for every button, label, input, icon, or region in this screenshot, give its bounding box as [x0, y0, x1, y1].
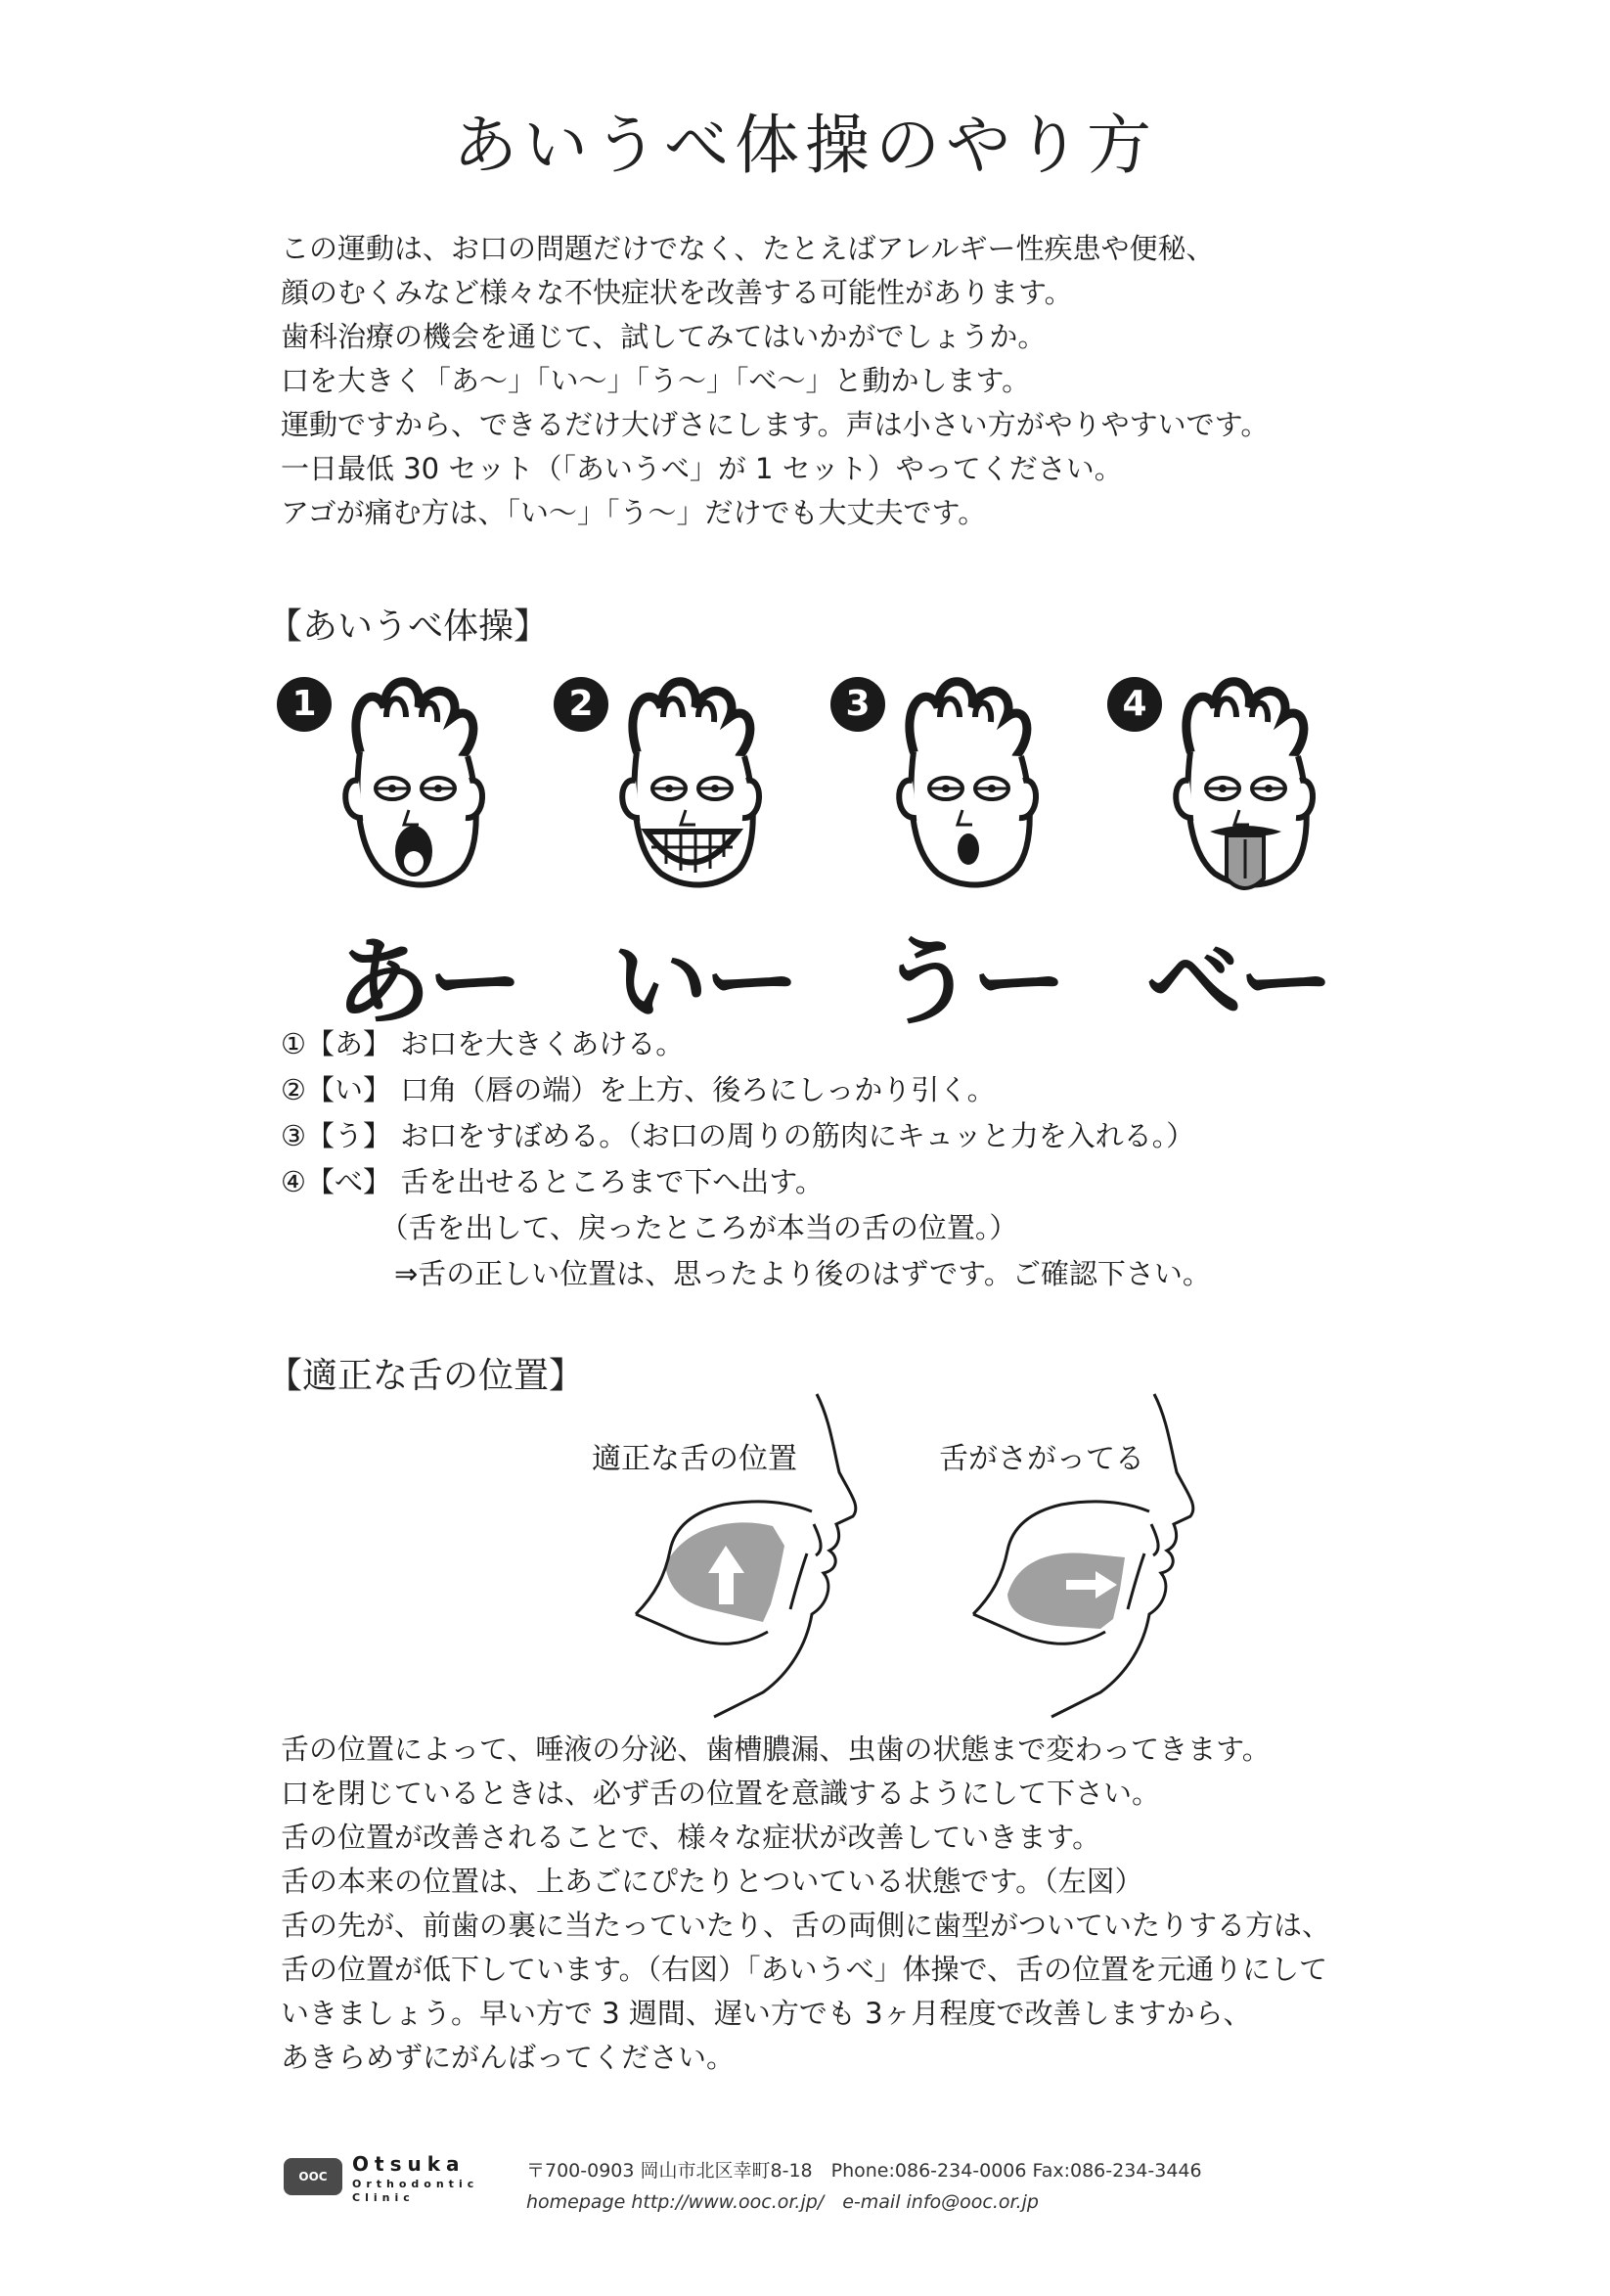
- step-number-badge: 3: [830, 677, 885, 732]
- step-number-badge: 2: [554, 677, 608, 732]
- intro-line: 運動ですから、できるだけ大げさにします。声は小さい方がやりやすいです。: [281, 408, 1270, 441]
- sound-label: あー: [335, 927, 520, 1039]
- intro-line: 口を大きく「あ～」「い～」「う～」「べ～」と動かします。: [281, 364, 1031, 397]
- sound-label: うー: [879, 927, 1064, 1039]
- body-line: 舌の位置によって、唾液の分泌、歯槽膿漏、虫歯の状態まで変わってきます。: [281, 1733, 1271, 1766]
- face-a: [277, 663, 520, 1039]
- face-i-drawing: [593, 663, 818, 908]
- body-line: 舌の本来の位置は、上あごにぴたりとついている状態です。（左図）: [281, 1865, 1143, 1898]
- sound-label: いー: [612, 927, 797, 1039]
- body-line: あきらめずにがんばってください。: [281, 2041, 736, 2074]
- step-line: ②【い】 口角（唇の端）を上方、後ろにしっかり引く。: [281, 1073, 996, 1106]
- intro-line: 歯科治療の機会を通じて、試してみてはいかがでしょうか。: [281, 320, 1047, 353]
- intro-line: 一日最低 30 セット（「あいうべ」が 1 セット）やってください。: [281, 452, 1123, 485]
- clinic-logo-badge: OOC: [284, 2158, 342, 2195]
- face-illustrations: [277, 663, 1333, 1039]
- exercise-steps: [281, 1021, 1211, 1297]
- intro-paragraph: [281, 227, 1269, 535]
- clinic-web-contact: homepage http://www.ooc.or.jp/ e-mail info@ooc.or.jp: [526, 2191, 1039, 2213]
- diagram-label-correct: 適正な舌の位置: [592, 1442, 797, 1476]
- step-line: ④【べ】 舌を出せるところまで下へ出す。: [281, 1165, 824, 1198]
- section-heading-tongue-position: 【適正な舌の位置】: [267, 1356, 585, 1396]
- step-line: ③【う】 お口をすぼめる。（お口の周りの筋肉にキュッと力を入れる。）: [281, 1119, 1195, 1152]
- clinic-logo-sub: Orthodontic: [352, 2178, 479, 2190]
- face-u-drawing: [870, 663, 1095, 908]
- clinic-address: 〒700-0903 岡山市北区幸町8-18 Phone:086-234-0006 Fax:086-234-3446: [526, 2160, 1202, 2182]
- page-title: あいうべ体操のやり方: [453, 108, 1157, 183]
- body-line: 舌の位置が改善されることで、様々な症状が改善していきます。: [281, 1821, 1101, 1854]
- body-line: 舌の先が、前歯の裏に当たっていたり、舌の両側に歯型がついていたりする方は、: [281, 1909, 1331, 1942]
- body-line: 口を閉じているときは、必ず舌の位置を意識するようにして下さい。: [281, 1777, 1161, 1810]
- face-be-drawing: [1146, 663, 1371, 908]
- step-line: ①【あ】 お口を大きくあける。: [281, 1027, 685, 1060]
- intro-line: この運動は、お口の問題だけでなく、たとえばアレルギー性疾患や便秘、: [281, 232, 1215, 265]
- face-u: [830, 663, 1064, 1039]
- step-line: ⇒舌の正しい位置は、思ったより後のはずです。ご確認下さい。: [281, 1257, 1211, 1290]
- face-be: [1107, 663, 1332, 1039]
- body-line: 舌の位置が低下しています。（右図）「あいうべ」体操で、舌の位置を元通りにして: [281, 1953, 1328, 1986]
- sound-label: べー: [1146, 927, 1331, 1039]
- footer: [284, 2152, 1360, 2221]
- body-paragraph: [281, 1728, 1330, 2080]
- profile-drawings: [577, 1379, 1262, 1732]
- face-i: [554, 663, 797, 1039]
- section-heading-exercise: 【あいうべ体操】: [267, 607, 550, 647]
- clinic-logo-sub: Clinic: [352, 2191, 415, 2204]
- step-number-badge: 4: [1107, 677, 1162, 732]
- step-line: （舌を出して、戻ったところが本当の舌の位置。）: [281, 1211, 1018, 1244]
- face-a-drawing: [316, 663, 541, 908]
- clinic-logo-name: Otsuka: [352, 2152, 466, 2176]
- intro-line: アゴが痛む方は、「い～」「う～」だけでも大丈夫です。: [281, 496, 987, 529]
- diagram-label-lowered: 舌がさがってる: [939, 1442, 1144, 1476]
- intro-line: 顔のむくみなど様々な不快症状を改善する可能性があります。: [281, 276, 1073, 309]
- body-line: いきましょう。早い方で 3 週間、遅い方でも 3ヶ月程度で改善しますから、: [281, 1997, 1252, 2030]
- step-number-badge: 1: [277, 677, 332, 732]
